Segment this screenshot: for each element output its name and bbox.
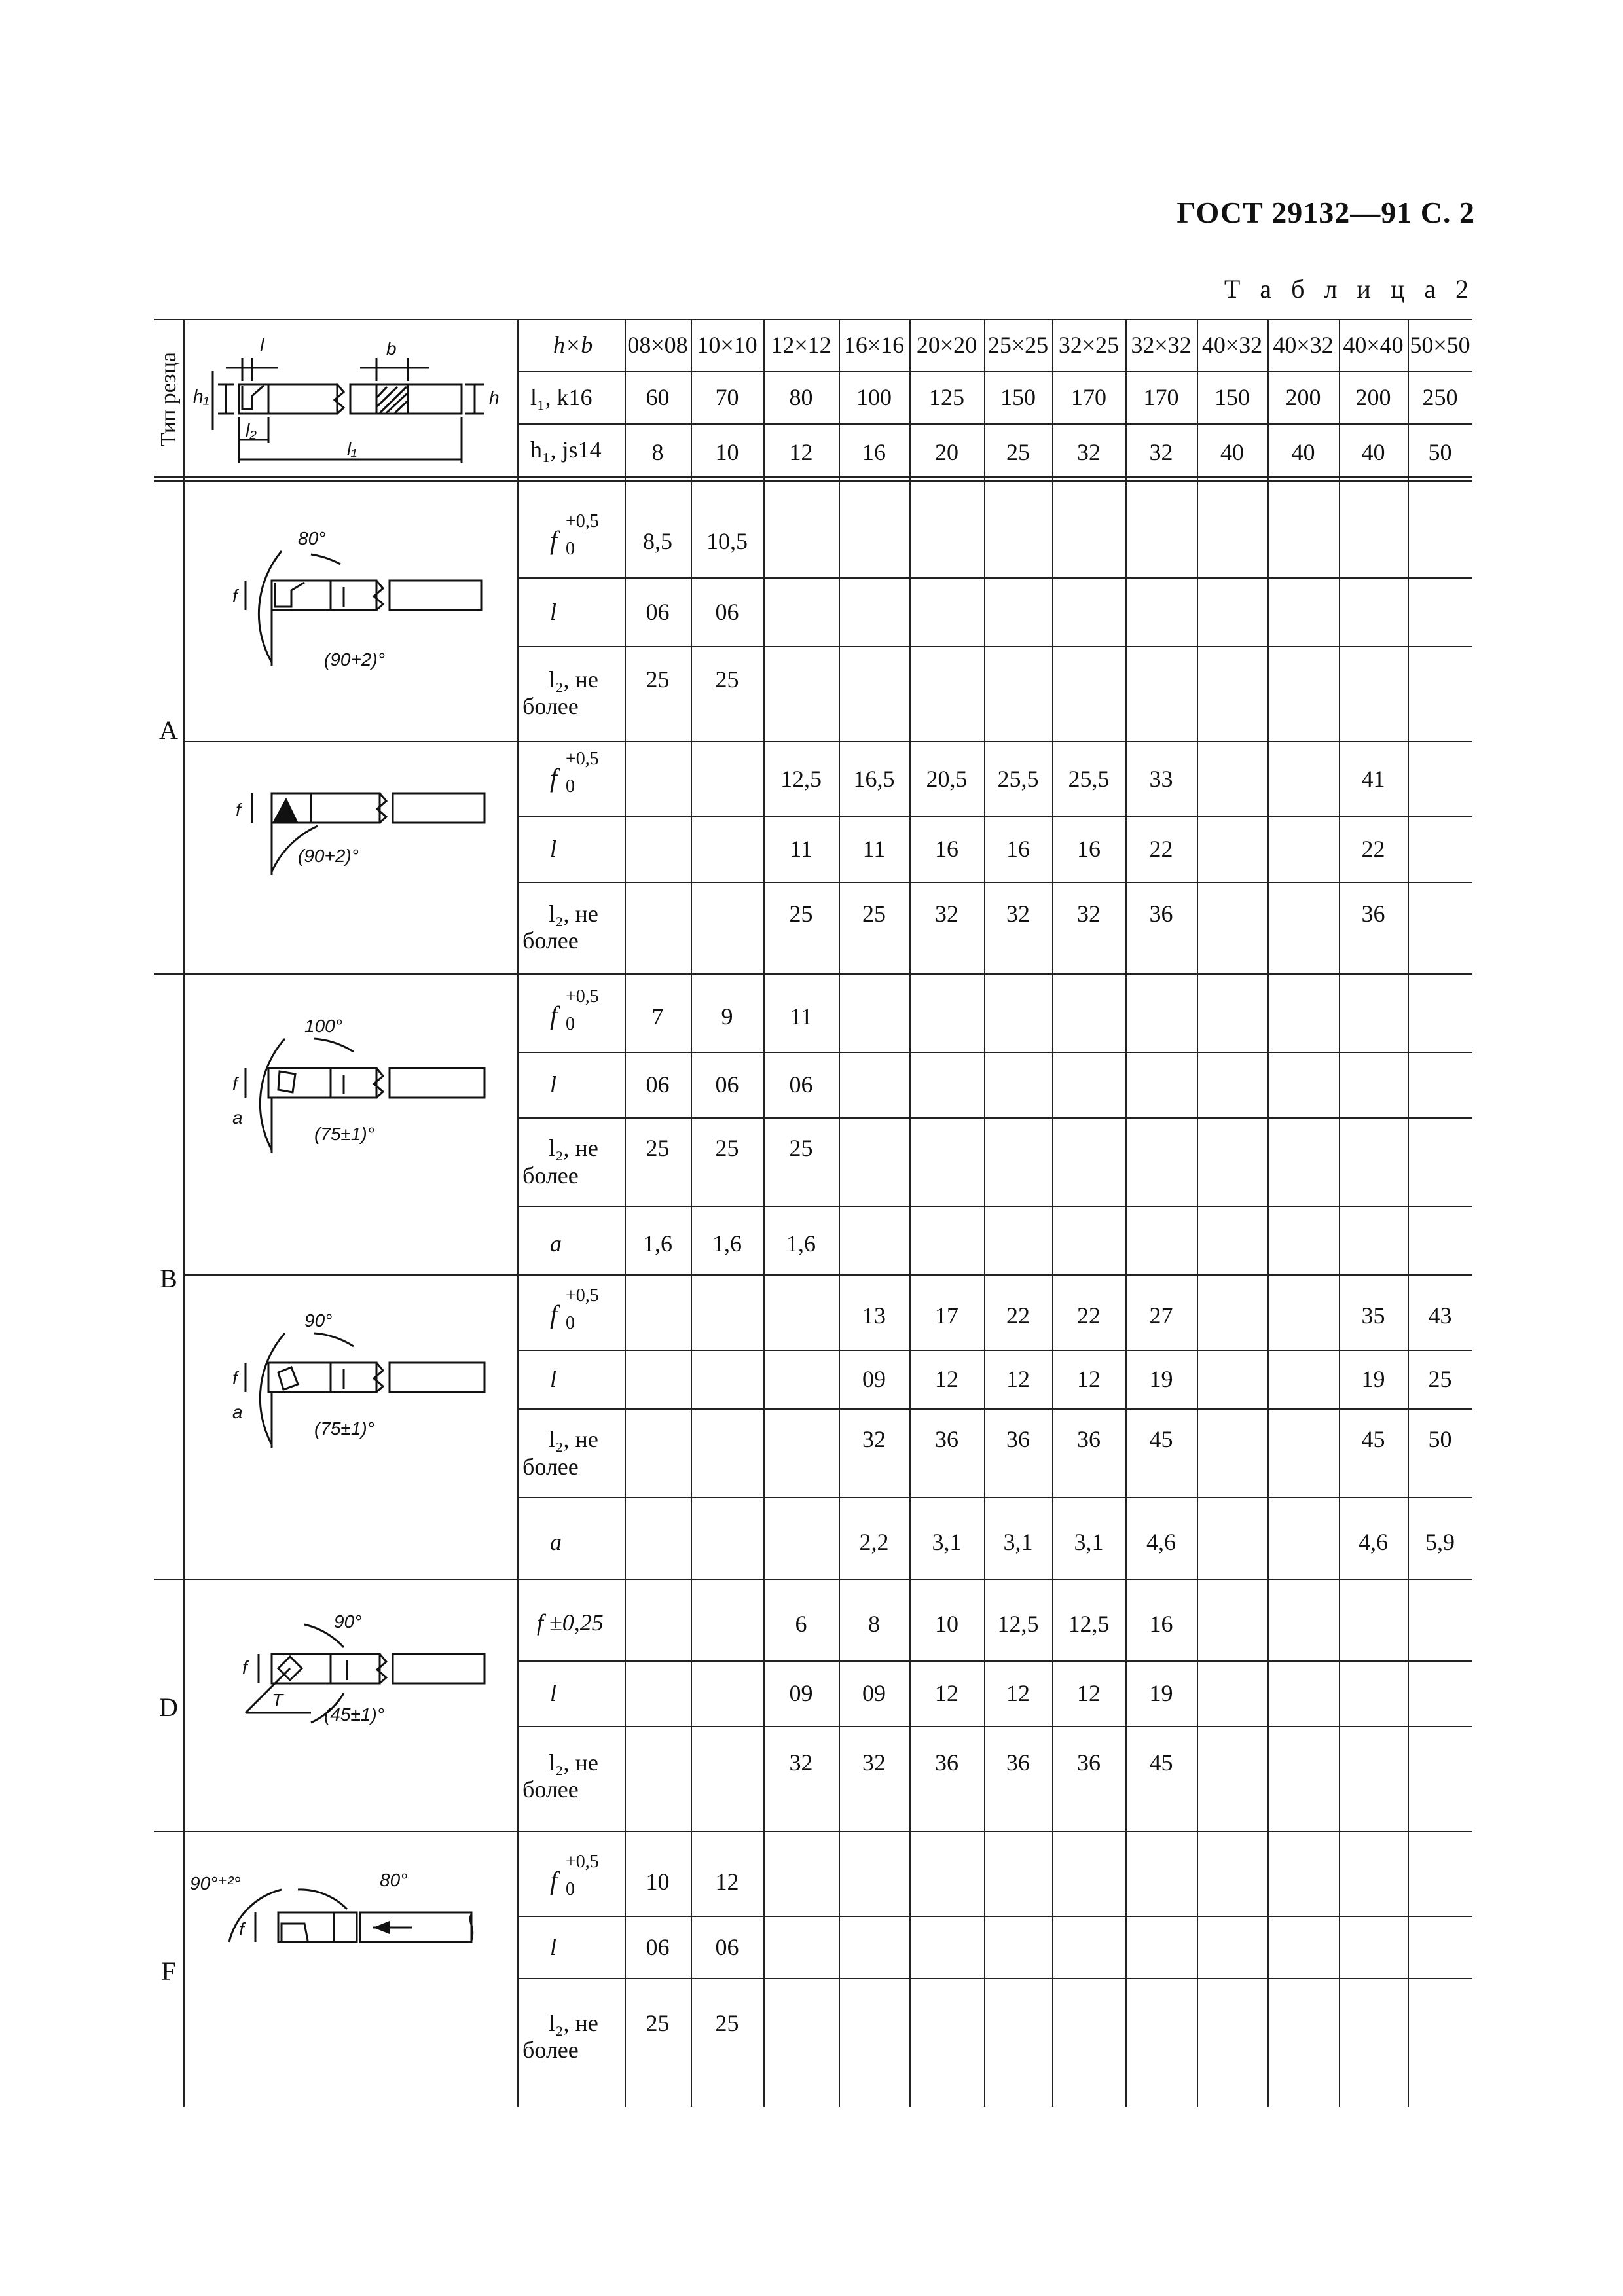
diagram-A1 bbox=[232, 525, 520, 695]
row-rule bbox=[517, 1660, 1472, 1662]
param-column-rule bbox=[517, 319, 519, 2107]
value-cell: 11 bbox=[862, 836, 886, 862]
value-cell: 12 bbox=[1006, 1366, 1030, 1392]
value-cell: 12 bbox=[935, 1680, 958, 1706]
value-cell: 19 bbox=[1361, 1366, 1385, 1392]
l1-cell: 80 bbox=[789, 384, 813, 410]
group-rule bbox=[154, 1831, 1472, 1832]
value-cell: 36 bbox=[1006, 1749, 1030, 1776]
value-cell: 3,1 bbox=[1074, 1528, 1104, 1555]
value-cell: 36 bbox=[1361, 901, 1385, 927]
param-label-l: l bbox=[550, 598, 557, 625]
row-rule bbox=[517, 1916, 1472, 1917]
param-label-l2: l₂, не более bbox=[522, 901, 598, 954]
h1-cell: 10 bbox=[715, 439, 739, 465]
value-cell: 10,5 bbox=[706, 528, 748, 554]
svg-text:90°⁺²°: 90°⁺²° bbox=[190, 1873, 241, 1893]
value-cell: 45 bbox=[1361, 1426, 1385, 1453]
value-cell: 1,6 bbox=[712, 1230, 742, 1257]
svg-text:f: f bbox=[236, 800, 241, 820]
value-cell: 12 bbox=[1077, 1680, 1101, 1706]
value-cell: 25 bbox=[1428, 1366, 1452, 1392]
value-cell: 36 bbox=[1006, 1426, 1030, 1453]
value-cell: 25 bbox=[789, 901, 813, 927]
value-cell: 35 bbox=[1361, 1302, 1385, 1329]
param-label-f: f +0,5 0 bbox=[550, 986, 599, 1034]
svg-text:f: f bbox=[232, 1073, 238, 1094]
cutter-type-label: D bbox=[159, 1692, 178, 1722]
row-rule bbox=[517, 882, 1472, 883]
size-header-cell: 08×08 bbox=[627, 332, 688, 358]
value-cell: 22 bbox=[1077, 1302, 1101, 1329]
size-column-rule bbox=[1052, 319, 1053, 2107]
value-cell: 10 bbox=[935, 1610, 958, 1637]
size-column-rule bbox=[625, 319, 626, 2107]
value-cell: 45 bbox=[1149, 1426, 1173, 1453]
size-header-cell: 32×32 bbox=[1131, 332, 1192, 358]
l1-cell: 60 bbox=[646, 384, 670, 410]
value-cell: 25 bbox=[646, 2009, 670, 2036]
header-cutter-diagram bbox=[187, 332, 514, 476]
value-cell: 19 bbox=[1149, 1680, 1173, 1706]
dimensions-table bbox=[154, 319, 1472, 2107]
value-cell: 12 bbox=[1077, 1366, 1101, 1392]
value-cell: 25 bbox=[715, 666, 739, 692]
param-header-hxb: h×b bbox=[553, 332, 593, 358]
svg-text:a: a bbox=[232, 1402, 243, 1422]
header-diagram-label-l1: l₁ bbox=[347, 439, 357, 459]
value-cell: 10 bbox=[646, 1869, 670, 1895]
svg-text:(75±1)°: (75±1)° bbox=[314, 1418, 374, 1439]
row-rule bbox=[517, 1408, 1472, 1410]
diagram-B1 bbox=[232, 1013, 520, 1176]
param-label-f: f +0,5 0 bbox=[550, 1285, 599, 1334]
value-cell: 1,6 bbox=[643, 1230, 672, 1257]
value-cell: 16 bbox=[1006, 836, 1030, 862]
value-cell: 06 bbox=[715, 1071, 739, 1098]
value-cell: 25 bbox=[789, 1135, 813, 1162]
l1-cell: 100 bbox=[856, 384, 892, 410]
param-label-l: l bbox=[550, 1366, 557, 1392]
l1-cell: 150 bbox=[1000, 384, 1036, 410]
param-label-l: l bbox=[550, 1071, 557, 1098]
value-cell: 25 bbox=[646, 666, 670, 692]
row-rule bbox=[517, 1726, 1472, 1727]
h1-cell: 40 bbox=[1220, 439, 1244, 465]
row-rule bbox=[517, 577, 1472, 579]
l1-cell: 70 bbox=[715, 384, 739, 410]
header-double-rule bbox=[154, 476, 1472, 482]
value-cell: 8,5 bbox=[643, 528, 672, 554]
value-cell: 32 bbox=[1006, 901, 1030, 927]
svg-text:90°: 90° bbox=[334, 1611, 362, 1632]
value-cell: 3,1 bbox=[932, 1528, 962, 1555]
param-label-l2: l₂, не более bbox=[522, 1749, 598, 1803]
svg-text:f: f bbox=[232, 586, 238, 606]
h1-cell: 20 bbox=[935, 439, 958, 465]
value-cell: 16 bbox=[935, 836, 958, 862]
size-header-cell: 40×32 bbox=[1201, 332, 1263, 358]
row-rule bbox=[517, 1117, 1472, 1119]
value-cell: 9 bbox=[721, 1003, 733, 1030]
subgroup-rule bbox=[183, 1274, 1472, 1276]
header-diagram-label-l2: l₂ bbox=[246, 420, 257, 440]
type-column-header: Тип резца bbox=[156, 351, 181, 446]
value-cell: 06 bbox=[715, 1933, 739, 1960]
value-cell: 45 bbox=[1149, 1749, 1173, 1776]
row-rule bbox=[517, 1350, 1472, 1351]
svg-text:(75±1)°: (75±1)° bbox=[314, 1124, 374, 1144]
param-label-l: l bbox=[550, 1680, 557, 1706]
h1-cell: 8 bbox=[651, 439, 664, 465]
size-column-rule bbox=[909, 319, 911, 2107]
value-cell: 27 bbox=[1149, 1302, 1173, 1329]
size-header-cell: 16×16 bbox=[843, 332, 905, 358]
value-cell: 50 bbox=[1428, 1426, 1452, 1453]
svg-text:f: f bbox=[239, 1919, 244, 1939]
value-cell: 12 bbox=[1006, 1680, 1030, 1706]
value-cell: 06 bbox=[646, 1933, 670, 1960]
h1-cell: 32 bbox=[1149, 439, 1173, 465]
diagram-A2 bbox=[232, 764, 520, 895]
svg-text:90°: 90° bbox=[304, 1310, 333, 1331]
value-cell: 20,5 bbox=[926, 765, 968, 792]
value-cell: 12 bbox=[935, 1366, 958, 1392]
value-cell: 22 bbox=[1361, 836, 1385, 862]
value-cell: 43 bbox=[1428, 1302, 1452, 1329]
value-cell: 25 bbox=[715, 1135, 739, 1162]
svg-text:100°: 100° bbox=[304, 1016, 342, 1036]
size-header-cell: 25×25 bbox=[987, 332, 1049, 358]
value-cell: 33 bbox=[1149, 765, 1173, 792]
param-label-f: f +0,5 0 bbox=[550, 1852, 599, 1899]
h1-cell: 16 bbox=[862, 439, 886, 465]
row-rule bbox=[517, 1052, 1472, 1053]
value-cell: 3,1 bbox=[1003, 1528, 1033, 1555]
value-cell: 32 bbox=[935, 901, 958, 927]
param-label-a: a bbox=[550, 1528, 562, 1555]
value-cell: 32 bbox=[862, 1749, 886, 1776]
size-column-rule bbox=[1197, 319, 1198, 2107]
group-rule bbox=[154, 973, 1472, 975]
value-cell: 06 bbox=[789, 1071, 813, 1098]
row-rule bbox=[517, 1978, 1472, 1979]
l1-cell: 150 bbox=[1214, 384, 1250, 410]
header-diagram-label-l: l bbox=[260, 335, 264, 355]
size-column-rule bbox=[1339, 319, 1340, 2107]
h1-cell: 40 bbox=[1291, 439, 1315, 465]
value-cell: 25 bbox=[715, 2009, 739, 2036]
value-cell: 1,6 bbox=[786, 1230, 816, 1257]
svg-text:f: f bbox=[242, 1657, 247, 1677]
param-label-f_pm: f ±0,25 bbox=[537, 1609, 604, 1636]
value-cell: 7 bbox=[651, 1003, 664, 1030]
value-cell: 36 bbox=[935, 1426, 958, 1453]
size-header-cell: 12×12 bbox=[771, 332, 831, 358]
value-cell: 12 bbox=[715, 1869, 739, 1895]
svg-text:a: a bbox=[232, 1107, 243, 1128]
value-cell: 16,5 bbox=[853, 765, 895, 792]
param-label-f: f +0,5 0 bbox=[550, 748, 599, 797]
value-cell: 2,2 bbox=[859, 1528, 889, 1555]
size-header-cell: 32×25 bbox=[1058, 332, 1120, 358]
size-column-rule bbox=[839, 319, 840, 2107]
group-rule bbox=[154, 1579, 1472, 1580]
param-label-l2: l₂, не более bbox=[522, 2009, 598, 2064]
size-header-cell: 40×40 bbox=[1343, 332, 1404, 358]
param-label-l2: l₂, не более bbox=[522, 1135, 598, 1189]
value-cell: 19 bbox=[1149, 1366, 1173, 1392]
header-diagram-label-b: b bbox=[386, 338, 397, 359]
value-cell: 8 bbox=[868, 1610, 880, 1637]
row-rule bbox=[517, 1206, 1472, 1207]
value-cell: 13 bbox=[862, 1302, 886, 1329]
value-cell: 25,5 bbox=[997, 765, 1039, 792]
l1-cell: 125 bbox=[929, 384, 964, 410]
size-header-cell: 10×10 bbox=[697, 332, 757, 358]
svg-text:(90+2)°: (90+2)° bbox=[298, 846, 359, 866]
cutter-type-label: F bbox=[161, 1956, 176, 1986]
document-header: ГОСТ 29132—91 С. 2 bbox=[1176, 196, 1475, 229]
header-diagram-label-h1: h₁ bbox=[193, 386, 210, 406]
type-column-rule bbox=[183, 319, 185, 2107]
l1-cell: 200 bbox=[1355, 384, 1391, 410]
param-label-l: l bbox=[550, 836, 557, 862]
param-label-l2: l₂, не более bbox=[522, 1426, 598, 1480]
l1-cell: 170 bbox=[1143, 384, 1179, 410]
l1-cell: 250 bbox=[1422, 384, 1458, 410]
value-cell: 6 bbox=[795, 1610, 807, 1637]
svg-text:80°: 80° bbox=[380, 1870, 408, 1890]
size-header-cell: 40×32 bbox=[1273, 332, 1334, 358]
svg-text:80°: 80° bbox=[298, 528, 326, 548]
value-cell: 36 bbox=[1077, 1749, 1101, 1776]
row-rule bbox=[517, 816, 1472, 817]
value-cell: 12,5 bbox=[997, 1610, 1039, 1637]
value-cell: 32 bbox=[789, 1749, 813, 1776]
value-cell: 32 bbox=[862, 1426, 886, 1453]
value-cell: 36 bbox=[1077, 1426, 1101, 1453]
param-label-l2: l₂, не более bbox=[522, 666, 598, 720]
value-cell: 06 bbox=[646, 1071, 670, 1098]
diagram-B2 bbox=[232, 1307, 520, 1471]
diagram-D bbox=[232, 1608, 520, 1759]
h1-cell: 32 bbox=[1077, 439, 1101, 465]
size-column-rule bbox=[1408, 319, 1409, 2107]
h1-cell: 25 bbox=[1006, 439, 1030, 465]
size-column-rule bbox=[1125, 319, 1127, 2107]
subgroup-rule bbox=[183, 741, 1472, 742]
value-cell: 32 bbox=[1077, 901, 1101, 927]
value-cell: 16 bbox=[1077, 836, 1101, 862]
param-label-l: l bbox=[550, 1933, 557, 1960]
value-cell: 17 bbox=[935, 1302, 958, 1329]
value-cell: 16 bbox=[1149, 1610, 1173, 1637]
size-header-cell: 20×20 bbox=[916, 332, 977, 358]
value-cell: 09 bbox=[862, 1366, 886, 1392]
row-rule bbox=[517, 646, 1472, 647]
size-column-rule bbox=[1267, 319, 1269, 2107]
header-row-rule bbox=[517, 423, 1472, 425]
header-row-rule bbox=[517, 371, 1472, 372]
cutter-type-label: A bbox=[159, 715, 178, 745]
l1-cell: 200 bbox=[1285, 384, 1321, 410]
value-cell: 22 bbox=[1149, 836, 1173, 862]
value-cell: 09 bbox=[862, 1680, 886, 1706]
svg-text:f: f bbox=[232, 1368, 238, 1388]
size-column-rule bbox=[691, 319, 692, 2107]
cutter-type-label: B bbox=[160, 1263, 177, 1293]
diagram-F bbox=[183, 1863, 524, 1994]
value-cell: 06 bbox=[715, 598, 739, 625]
value-cell: 11 bbox=[790, 1003, 812, 1030]
param-header-h1: h₁, js14 bbox=[530, 437, 602, 463]
size-header-cell: 50×50 bbox=[1410, 332, 1470, 358]
value-cell: 25,5 bbox=[1068, 765, 1110, 792]
value-cell: 09 bbox=[789, 1680, 813, 1706]
row-rule bbox=[517, 1497, 1472, 1498]
size-column-rule bbox=[984, 319, 985, 2107]
param-header-l1: l₁, k16 bbox=[530, 384, 593, 410]
value-cell: 25 bbox=[646, 1135, 670, 1162]
param-label-f: f +0,5 0 bbox=[550, 511, 599, 559]
value-cell: 5,9 bbox=[1425, 1528, 1455, 1555]
value-cell: 36 bbox=[1149, 901, 1173, 927]
value-cell: 12,5 bbox=[780, 765, 822, 792]
value-cell: 41 bbox=[1361, 765, 1385, 792]
size-column-rule bbox=[763, 319, 765, 2107]
value-cell: 4,6 bbox=[1146, 1528, 1176, 1555]
value-cell: 25 bbox=[862, 901, 886, 927]
h1-cell: 50 bbox=[1428, 439, 1452, 465]
value-cell: 06 bbox=[646, 598, 670, 625]
param-label-a: a bbox=[550, 1230, 562, 1257]
value-cell: 12,5 bbox=[1068, 1610, 1110, 1637]
value-cell: 36 bbox=[935, 1749, 958, 1776]
h1-cell: 12 bbox=[789, 439, 813, 465]
value-cell: 4,6 bbox=[1359, 1528, 1388, 1555]
value-cell: 11 bbox=[790, 836, 812, 862]
table-top-rule bbox=[154, 319, 1472, 320]
table-title: Т а б л и ц а 2 bbox=[1224, 274, 1475, 304]
svg-text:T: T bbox=[272, 1690, 283, 1710]
l1-cell: 170 bbox=[1071, 384, 1106, 410]
header-diagram-label-h: h bbox=[489, 387, 500, 408]
value-cell: 22 bbox=[1006, 1302, 1030, 1329]
svg-text:(90+2)°: (90+2)° bbox=[324, 649, 385, 670]
h1-cell: 40 bbox=[1361, 439, 1385, 465]
svg-text:(45±1)°: (45±1)° bbox=[324, 1704, 384, 1725]
